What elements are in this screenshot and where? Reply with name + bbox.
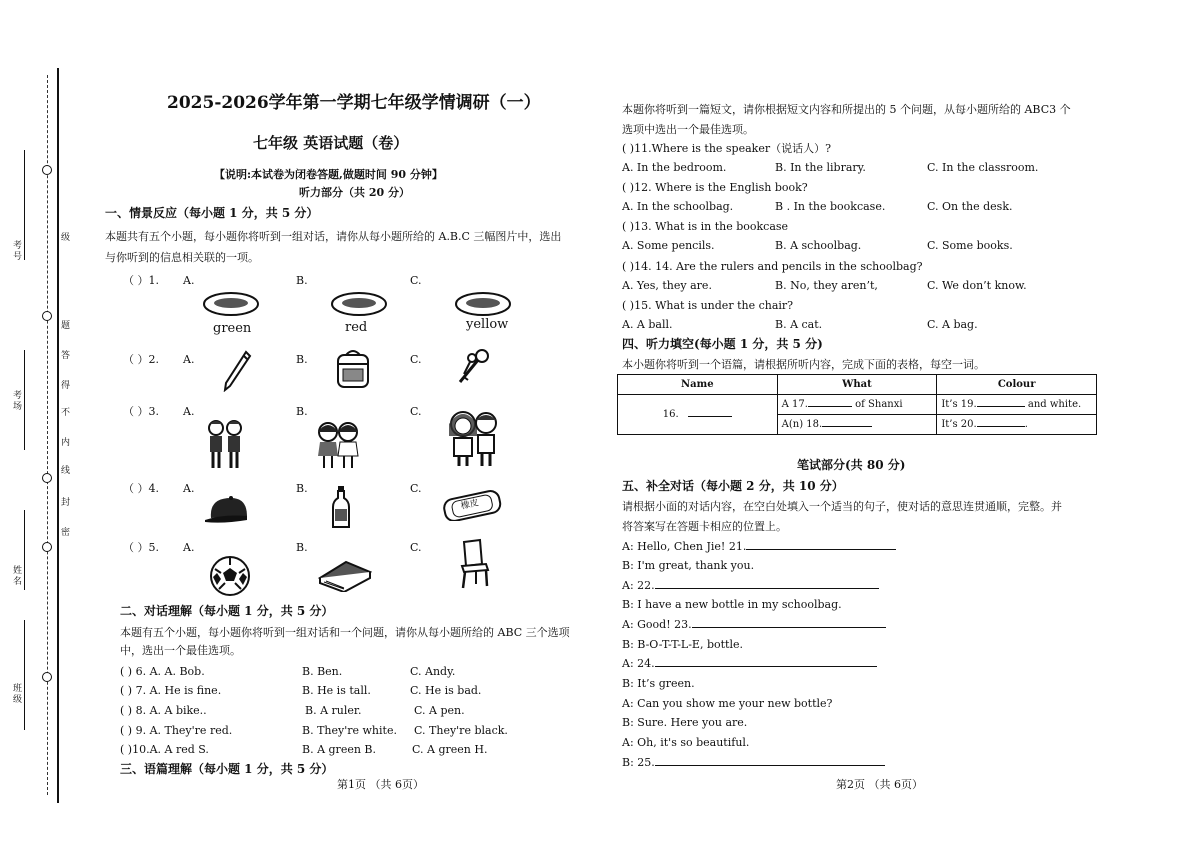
blank-19-label: It’s 19.: [941, 399, 977, 410]
blank-19-cell: [937, 395, 1097, 415]
keys-icon: [455, 348, 491, 386]
q3-option-c: C.: [410, 405, 422, 418]
blank-16-label: 16.: [662, 409, 679, 420]
q14-option-c: C. We don’t know.: [927, 279, 1027, 292]
q14-question: ( )14. 14. Are the rulers and pencils in the schoolbag?: [622, 260, 923, 273]
binding-line: [57, 68, 59, 803]
paint-palette-icon: [202, 291, 260, 317]
table-header-what: What: [777, 375, 937, 395]
listening-part-heading: 听力部分（共 20 分）: [299, 186, 410, 199]
label-ti: 题: [59, 320, 69, 331]
binding-dashed-line: [47, 75, 48, 795]
blank-20-tail: .: [1024, 419, 1028, 430]
table-row: [618, 395, 1097, 415]
exam-title: 2025-2026学年第一学期七年级学情调研（一）: [167, 93, 541, 113]
dialogue-line: B: I'm great, thank you.: [622, 559, 755, 572]
dialogue-line: A: Can you show me your new bottle?: [622, 697, 833, 710]
q2-option-a: A.: [183, 353, 195, 366]
q6-option-c: C. Andy.: [410, 665, 456, 678]
label-exam-room: 考场: [11, 390, 21, 412]
schoolbag-icon: [333, 347, 373, 389]
blank-16[interactable]: [688, 416, 732, 417]
blank-17[interactable]: [808, 406, 852, 407]
label-xian: 线: [59, 465, 69, 476]
dialogue-line-25: [622, 756, 885, 769]
section2-instruction: 本题有五个小题，每小题你将听到一组对话和一个问题，请你从每小题所给的 ABC 三个选项: [120, 626, 570, 639]
q4-option-a: A.: [183, 482, 195, 495]
eraser-label: 橡皮: [460, 498, 480, 512]
table-header-name: Name: [618, 375, 778, 395]
blank-19[interactable]: [977, 406, 1025, 407]
q8-option-c: C. A pen.: [414, 704, 465, 717]
q5-option-b: B.: [296, 541, 308, 554]
q11-option-b: B. In the library.: [775, 161, 866, 174]
dialogue-line: B: It’s green.: [622, 677, 695, 690]
blank-18[interactable]: [822, 426, 872, 427]
chair-icon: [456, 538, 492, 590]
table-header-row: [618, 375, 1097, 395]
bottle-icon: [330, 485, 352, 529]
binding-hole: [42, 311, 52, 321]
label-da: 答: [59, 350, 69, 361]
table-header-colour: Colour: [937, 375, 1097, 395]
q9-question: ( ) 9. A. They're red.: [120, 724, 233, 737]
blank-20-label: It’s 20.: [941, 419, 977, 430]
q8-option-b: B. A ruler.: [305, 704, 362, 717]
name-field: [24, 510, 25, 590]
section2-instruction-cont: 中，选出一个最佳选项。: [120, 644, 241, 657]
q13-option-a: A. Some pencils.: [622, 239, 715, 252]
blank-25[interactable]: [655, 765, 885, 766]
section3-instruction: 本题你将听到一篇短文，请你根据短文内容和所提出的 5 个问题，从每小题所给的 ABC3 个: [622, 103, 1071, 116]
q1-word-a: green: [213, 321, 252, 336]
q15-option-c: C. A bag.: [927, 318, 978, 331]
section3-heading: 三、语篇理解（每小题 1 分，共 5 分）: [120, 762, 334, 776]
binding-hole: [42, 473, 52, 483]
dialogue-text: A: 22.: [622, 579, 655, 592]
q12-question: ( )12. Where is the English book?: [622, 181, 808, 194]
q5-option-c: C.: [410, 541, 422, 554]
dialogue-line-22: [622, 579, 879, 592]
label-feng: 封: [59, 497, 69, 508]
blank-19-tail: and white.: [1027, 399, 1082, 410]
q11-question: ( )11.Where is the speaker（说话人）?: [622, 142, 831, 155]
section3-instruction-cont: 选项中选出一个最佳选项。: [622, 123, 754, 136]
q13-option-b: B. A schoolbag.: [775, 239, 862, 252]
section1-heading: 一、情景反应（每小题 1 分，共 5 分）: [105, 206, 319, 220]
q12-option-a: A. In the schoolbag.: [622, 200, 734, 213]
q12-option-b: B . In the bookcase.: [775, 200, 886, 213]
q6-option-b: B. Ben.: [302, 665, 343, 678]
q7-option-c: C. He is bad.: [410, 684, 482, 697]
q1-option-b: B.: [296, 274, 308, 287]
section5-instruction: 请根据小面的对话内容，在空白处填入一个适当的句子，使对话的意思连贯通顺，完整。并: [622, 500, 1062, 513]
written-part-heading: 笔试部分(共 80 分): [797, 458, 906, 472]
q12-option-c: C. On the desk.: [927, 200, 1013, 213]
q10-question: ( )10.A. A red S.: [120, 743, 209, 756]
q15-question: ( )15. What is under the chair?: [622, 299, 794, 312]
q8-question: ( ) 8. A. A bike..: [120, 704, 207, 717]
q11-option-a: A. In the bedroom.: [622, 161, 727, 174]
label-mi: 密: [59, 527, 69, 538]
blank-23[interactable]: [692, 627, 886, 628]
q3-option-b: B.: [296, 405, 308, 418]
q2-option-b: B.: [296, 353, 308, 366]
boy-and-girl-icon: [446, 408, 502, 468]
binding-hole: [42, 672, 52, 682]
q2-number: （ ）2.: [123, 353, 159, 366]
q1-number: （ ）1.: [123, 274, 159, 287]
cap-icon: [203, 494, 253, 526]
exam-note: 【说明:本试卷为闭卷答题,做题时间 90 分钟】: [214, 168, 443, 181]
q1-word-c: yellow: [466, 317, 509, 332]
book-icon: [316, 558, 372, 592]
blank-17-cell: [777, 395, 937, 415]
q15-option-b: B. A cat.: [775, 318, 823, 331]
q9-option-c: C. They're black.: [414, 724, 508, 737]
blank-17-label: A 17.: [781, 399, 808, 410]
section2-heading: 二、对话理解（每小题 1 分，共 5 分）: [120, 604, 334, 618]
q5-number: （ ）5.: [123, 541, 159, 554]
exam-number-field: [24, 150, 25, 260]
binding-hole: [42, 542, 52, 552]
dialogue-line-23: [622, 618, 886, 631]
listening-fill-table: [617, 374, 1097, 435]
q15-option-a: A. A ball.: [622, 318, 673, 331]
class-field: [24, 620, 25, 730]
q3-number: （ ）3.: [123, 405, 159, 418]
dialogue-line: B: I have a new bottle in my schoolbag.: [622, 598, 842, 611]
section1-instruction: 本题共有五个小题，每小题你将听到一组对话，请你从每小题所给的 A.B.C 三幅图片中，选出: [105, 230, 562, 243]
q13-option-c: C. Some books.: [927, 239, 1013, 252]
label-exam-number: 考号: [11, 240, 21, 262]
q1-word-b: red: [345, 320, 368, 335]
q14-option-b: B. No, they aren’t,: [775, 279, 878, 292]
blank-16-cell: [618, 395, 778, 435]
section4-instruction: 本小题你将听到一个语篇，请根据所听内容，完成下面的表格，每空一词。: [622, 358, 985, 371]
dialogue-line: B: B-O-T-T-L-E, bottle.: [622, 638, 743, 651]
blank-18-label: A(n) 18.: [781, 419, 823, 430]
blank-21[interactable]: [746, 549, 896, 550]
q3-option-a: A.: [183, 405, 195, 418]
label-name: 姓名: [11, 565, 21, 587]
exam-room-field: [24, 350, 25, 450]
q13-question: ( )13. What is in the bookcase: [622, 220, 789, 233]
q7-question: ( ) 7. A. He is fine.: [120, 684, 222, 697]
blank-18-cell: [777, 415, 937, 435]
two-boys-icon: [205, 418, 245, 472]
dialogue-text: B: 25.: [622, 756, 655, 769]
pencil-icon: [222, 350, 252, 392]
q10-option-c: C. A green H.: [412, 743, 488, 756]
q11-option-c: C. In the classroom.: [927, 161, 1039, 174]
q10-option-b: B. A green B.: [302, 743, 376, 756]
football-icon: [209, 555, 251, 597]
page-1-footer: 第1页 （共 6页）: [337, 778, 424, 791]
q1-option-c: C.: [410, 274, 422, 287]
dialogue-text: A: Hello, Chen Jie! 21.: [622, 540, 747, 553]
exam-subtitle: 七年级 英语试题（卷）: [253, 134, 409, 152]
blank-22[interactable]: [655, 588, 879, 589]
q4-option-c: C.: [410, 482, 422, 495]
section4-heading: 四、听力填空(每小题 1 分，共 5 分): [622, 337, 823, 351]
dialogue-line-24: [622, 657, 877, 670]
dialogue-line: B: Sure. Here you are.: [622, 716, 748, 729]
paint-palette-icon: [454, 291, 512, 317]
q7-option-b: B. He is tall.: [302, 684, 371, 697]
q9-option-b: B. They're white.: [302, 724, 397, 737]
blank-17-tail: of Shanxi: [855, 399, 903, 410]
dialogue-line: A: Oh, it's so beautiful.: [622, 736, 750, 749]
blank-24[interactable]: [655, 666, 877, 667]
q14-option-a: A. Yes, they are.: [622, 279, 712, 292]
paint-palette-icon: [330, 291, 388, 317]
binding-hole: [42, 165, 52, 175]
blank-20[interactable]: [977, 426, 1025, 427]
q1-option-a: A.: [183, 274, 195, 287]
label-de: 得: [59, 380, 69, 391]
q2-option-c: C.: [410, 353, 422, 366]
label-grade: 级: [59, 232, 69, 243]
two-girls-icon: [314, 420, 362, 470]
label-bu: 不: [59, 407, 69, 418]
q4-option-b: B.: [296, 482, 308, 495]
q4-number: （ ）4.: [123, 482, 159, 495]
blank-20-cell: [937, 415, 1097, 435]
label-class: 班级: [11, 683, 21, 705]
dialogue-text: A: 24.: [622, 657, 655, 670]
page-2-footer: 第2页 （共 6页）: [836, 778, 923, 791]
section1-instruction-cont: 与你听到的信息相关联的一项。: [105, 251, 259, 264]
q6-question: ( ) 6. A. A. Bob.: [120, 665, 205, 678]
dialogue-text: A: Good! 23.: [622, 618, 692, 631]
section5-instruction-cont: 将答案写在答题卡相应的位置上。: [622, 520, 787, 533]
label-nei: 内: [59, 437, 69, 448]
dialogue-line-21: [622, 540, 896, 553]
section5-heading: 五、补全对话（每小题 2 分，共 10 分）: [622, 479, 844, 493]
q5-option-a: A.: [183, 541, 195, 554]
